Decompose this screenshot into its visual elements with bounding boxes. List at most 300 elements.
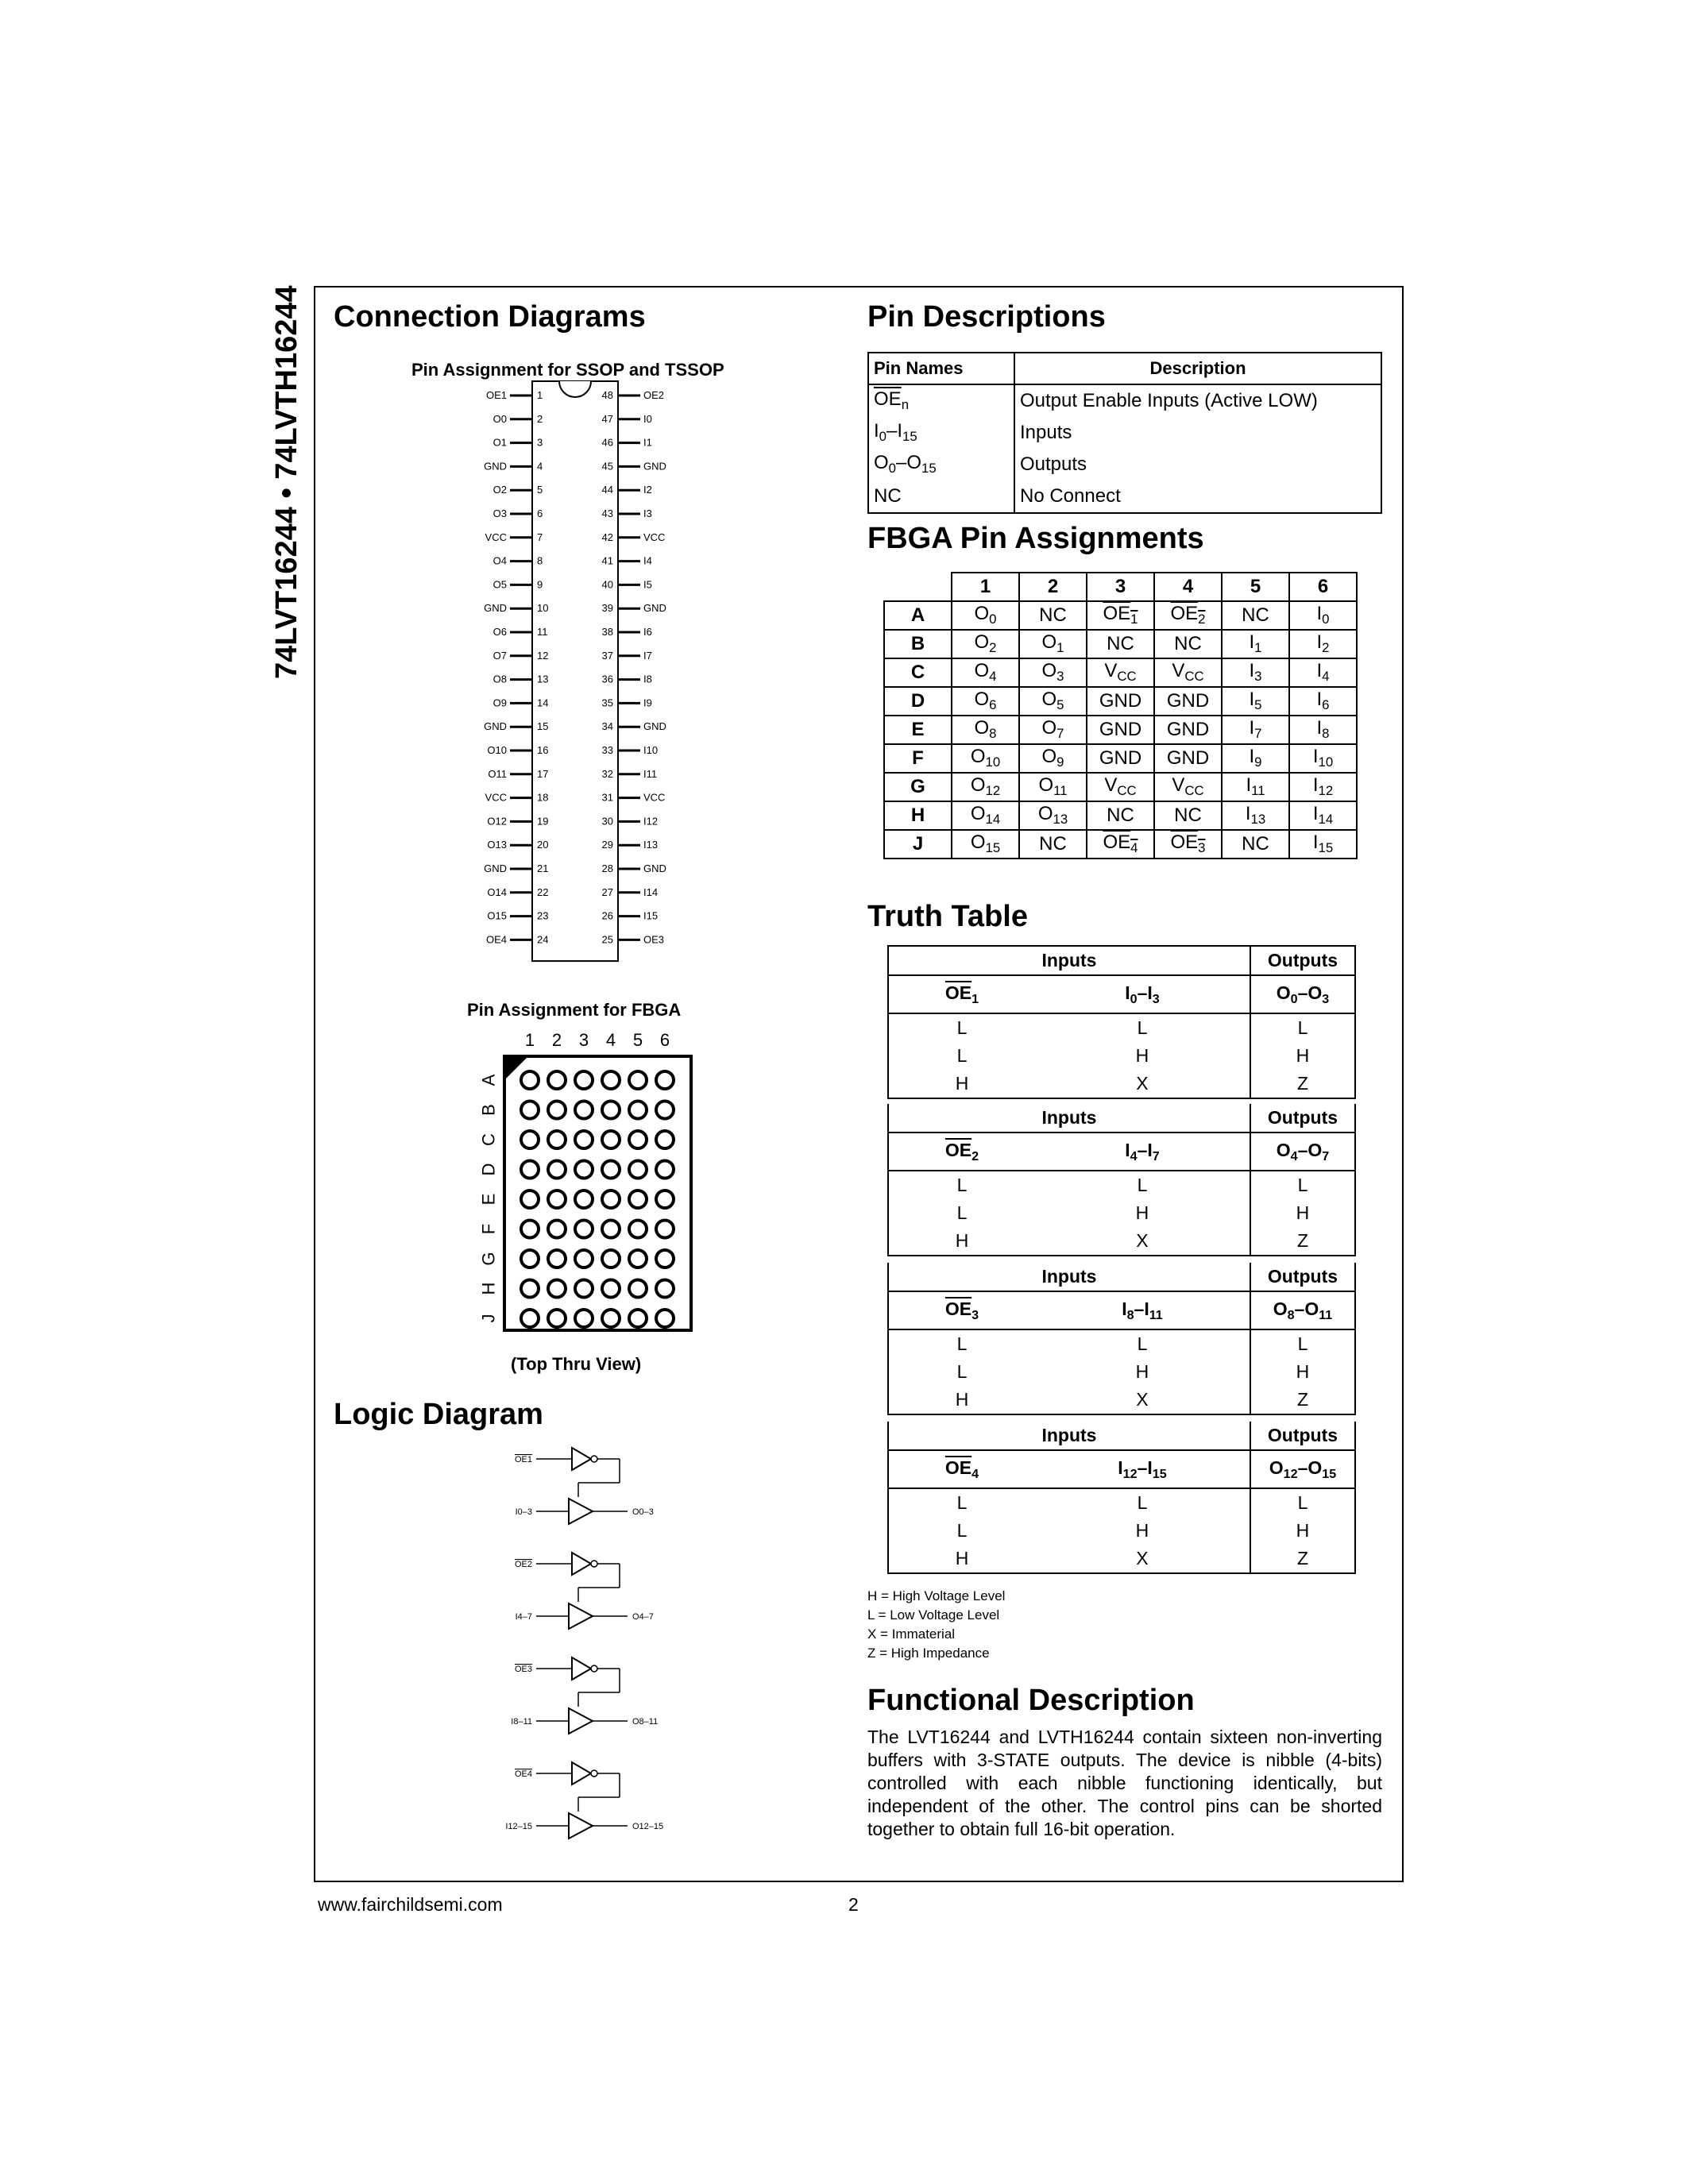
pin-number: 28 xyxy=(601,862,613,874)
solder-ball xyxy=(656,1102,674,1119)
output-column-header: $O_4-O_7$ xyxy=(1250,1133,1355,1171)
table-cell: $V_{CC}$ xyxy=(1154,773,1222,801)
pin-label: I9 xyxy=(643,696,652,709)
side-title: 74LVT16244 • 74LVTH16244 xyxy=(270,285,303,679)
table-cell: GND xyxy=(1087,744,1154,773)
row-header: D xyxy=(884,687,952,716)
table-row xyxy=(888,1386,1355,1414)
logic-diagram xyxy=(492,1441,699,1854)
table-row xyxy=(868,449,1381,480)
solder-ball xyxy=(602,1071,620,1089)
table-cell: L xyxy=(1137,1017,1148,1038)
table-cell: X xyxy=(1035,1545,1250,1573)
table-cell: NC xyxy=(1222,601,1289,630)
connection-diagrams-heading: Connection Diagrams xyxy=(334,300,646,334)
pin-number: 46 xyxy=(601,436,613,449)
output-column-header: $O_{12}-O_{15}$ xyxy=(1250,1450,1355,1488)
solder-ball xyxy=(548,1280,566,1298)
table-cell: H xyxy=(888,1545,1035,1573)
pin-name: $\overline{OE}_n$ xyxy=(868,384,1014,417)
truth-table xyxy=(887,1422,1356,1574)
pin-label: O11 xyxy=(488,767,507,780)
footer-url: www.fairchildsemi.com xyxy=(318,1894,503,1915)
inputs-header: Inputs xyxy=(888,1263,1250,1291)
buffer-symbol xyxy=(569,1603,593,1629)
solder-ball xyxy=(575,1131,593,1148)
pin-label: O3 xyxy=(492,507,507,519)
pin-descriptions-heading: Pin Descriptions xyxy=(867,300,1106,334)
output-column-header: $O_8-O_{11}$ xyxy=(1250,1291,1355,1329)
pin-description: Inputs xyxy=(1020,422,1072,443)
inverter-symbol xyxy=(572,1448,591,1470)
table-cell: $I_7$ xyxy=(1222,716,1289,744)
solder-ball xyxy=(629,1250,647,1268)
row-label: G xyxy=(478,1252,499,1266)
table-cell: $OE_4$ xyxy=(1087,830,1154,859)
pin-label: I8 xyxy=(643,673,652,685)
row-label: D xyxy=(478,1163,499,1176)
table-cell: GND xyxy=(1154,744,1222,773)
pin-name: NC xyxy=(868,480,1014,513)
solder-ball xyxy=(575,1250,593,1268)
table-cell: L xyxy=(1250,1013,1355,1042)
pin-number: 39 xyxy=(601,602,613,615)
pin-label: O15 xyxy=(487,909,507,922)
table-row xyxy=(888,1042,1355,1070)
table-cell: Z xyxy=(1250,1070,1355,1098)
table-row xyxy=(868,384,1381,417)
pin-name: $I_0-I_{15}$ xyxy=(868,417,1014,449)
table-cell: L xyxy=(1137,1333,1148,1354)
table-row xyxy=(888,1329,1355,1358)
table-row xyxy=(884,744,1357,773)
row-header: H xyxy=(884,801,952,830)
pin-number: 4 xyxy=(537,460,543,473)
pin-label: GND xyxy=(484,602,507,615)
pin-label: I11 xyxy=(643,767,658,780)
top-thru-view-label: (Top Thru View) xyxy=(511,1354,642,1374)
pin-number: 8 xyxy=(537,554,543,567)
table-row xyxy=(868,480,1381,513)
pin-label: O5 xyxy=(492,578,507,591)
pin-description: No Connect xyxy=(1020,485,1121,507)
table-cell: $O_5$ xyxy=(1019,687,1087,716)
table-cell: $O_6$ xyxy=(952,687,1019,716)
pin-number: 2 xyxy=(537,412,543,425)
pin-label: OE3 xyxy=(643,933,665,946)
column-header: 4 xyxy=(1154,573,1222,601)
outputs-header: Outputs xyxy=(1250,1422,1355,1450)
pin-number: 37 xyxy=(601,649,613,662)
input-label: I8–11 xyxy=(511,1717,532,1727)
pin-number: 3 xyxy=(537,436,543,449)
table-cell: NC xyxy=(1154,630,1222,658)
pin-number: 12 xyxy=(537,649,549,662)
row-label: A xyxy=(478,1074,499,1086)
table-row xyxy=(884,773,1357,801)
pin-number: 11 xyxy=(537,626,548,638)
row-label: F xyxy=(478,1223,499,1235)
pin-label: I12 xyxy=(643,815,659,828)
pin-label: VCC xyxy=(643,531,666,543)
table-cell: Z xyxy=(1250,1227,1355,1256)
pin-label: GND xyxy=(484,460,507,473)
input-column-header: $I_0-I_3$ xyxy=(1035,975,1250,1013)
oe-label: OE3 xyxy=(514,1665,532,1674)
pin-number: 45 xyxy=(601,460,613,473)
table-cell: $O_{15}$ xyxy=(952,830,1019,859)
table-row xyxy=(888,1517,1355,1545)
table-row xyxy=(868,353,1381,384)
column-label: 4 xyxy=(605,1030,616,1050)
output-column-header: $O_0-O_3$ xyxy=(1250,975,1355,1013)
pin-number: 38 xyxy=(601,626,613,638)
fbga-ball-diagram xyxy=(465,1028,711,1346)
solder-ball xyxy=(575,1102,593,1119)
truth-legend xyxy=(867,1587,1005,1663)
pin-description: Outputs xyxy=(1020,453,1087,475)
table-cell: $O_4$ xyxy=(952,658,1019,687)
inversion-bubble xyxy=(591,1456,597,1462)
truth-table xyxy=(887,1263,1356,1415)
table-cell: $OE_1$ xyxy=(1087,601,1154,630)
input-label: I4–7 xyxy=(515,1612,532,1622)
table-row xyxy=(884,687,1357,716)
table-row xyxy=(868,417,1381,449)
solder-ball xyxy=(521,1280,539,1298)
table-cell: $O_{13}$ xyxy=(1019,801,1087,830)
pin-number: 13 xyxy=(537,673,549,685)
solder-ball xyxy=(521,1221,539,1238)
table-cell: NC xyxy=(1019,601,1087,630)
pin-label: VCC xyxy=(485,791,507,804)
solder-ball xyxy=(629,1071,647,1089)
table-cell: $I_{14}$ xyxy=(1289,801,1357,830)
pin-label: GND xyxy=(643,602,666,615)
table-cell: $I_0$ xyxy=(1289,601,1357,630)
outputs-header: Outputs xyxy=(1250,946,1355,975)
table-cell: $O_{11}$ xyxy=(1019,773,1087,801)
table-cell: $I_3$ xyxy=(1222,658,1289,687)
table-cell: H xyxy=(1250,1042,1355,1070)
table-cell: NC xyxy=(1087,801,1154,830)
pin-descriptions-table xyxy=(867,352,1382,514)
description-header: Description xyxy=(1014,353,1381,384)
table-cell: L xyxy=(956,1175,968,1195)
column-header: 1 xyxy=(952,573,1019,601)
functional-description-heading: Functional Description xyxy=(867,1684,1195,1717)
table-cell: $O_1$ xyxy=(1019,630,1087,658)
table-cell: L xyxy=(1250,1171,1355,1199)
pin-label: O8 xyxy=(492,673,507,685)
table-cell: $V_{CC}$ xyxy=(1087,658,1154,687)
output-label: O0–3 xyxy=(632,1507,654,1517)
table-cell: $I_{10}$ xyxy=(1289,744,1357,773)
output-label: O12–15 xyxy=(632,1822,664,1831)
table-cell: $I_4$ xyxy=(1289,658,1357,687)
solder-ball xyxy=(656,1161,674,1179)
pin-label: I4 xyxy=(643,554,652,567)
pin-label: I10 xyxy=(643,744,659,756)
table-row xyxy=(888,1545,1355,1573)
pin-number: 33 xyxy=(601,744,613,756)
pin-number: 9 xyxy=(537,578,543,591)
pin-number: 19 xyxy=(537,815,549,828)
pin-label: O1 xyxy=(492,436,507,449)
table-cell: GND xyxy=(1087,716,1154,744)
solder-ball xyxy=(602,1310,620,1327)
solder-ball xyxy=(521,1310,539,1327)
table-cell: H xyxy=(888,1386,1035,1414)
table-cell: X xyxy=(1035,1386,1250,1414)
output-label: O8–11 xyxy=(632,1717,659,1727)
table-cell: $I_1$ xyxy=(1222,630,1289,658)
table-cell: L xyxy=(956,1361,968,1382)
truth-table-heading: Truth Table xyxy=(867,900,1028,933)
pin-number: 48 xyxy=(601,389,613,401)
solder-ball xyxy=(548,1190,566,1208)
table-row xyxy=(888,1133,1355,1171)
table-cell: NC xyxy=(1222,830,1289,859)
solder-ball xyxy=(575,1280,593,1298)
solder-ball xyxy=(548,1071,566,1089)
table-cell: $I_2$ xyxy=(1289,630,1357,658)
table-cell: $I_8$ xyxy=(1289,716,1357,744)
solder-ball xyxy=(656,1071,674,1089)
pin-label: OE1 xyxy=(485,389,507,401)
table-cell: $O_8$ xyxy=(952,716,1019,744)
solder-ball xyxy=(521,1071,539,1089)
table-cell: Z xyxy=(1250,1386,1355,1414)
buffer-symbol xyxy=(569,1813,593,1839)
column-header: 5 xyxy=(1222,573,1289,601)
pin-number: 1 xyxy=(537,389,543,401)
table-cell: $I_6$ xyxy=(1289,687,1357,716)
table-cell: H xyxy=(1135,1361,1149,1382)
pin-number: 22 xyxy=(537,886,549,898)
solder-ball xyxy=(656,1250,674,1268)
table-row xyxy=(888,946,1355,975)
table-cell: L xyxy=(956,1045,968,1066)
table-cell: L xyxy=(956,1017,968,1038)
oe-column-header: $\overline{OE}_1$ xyxy=(888,975,1035,1013)
table-cell: L xyxy=(1250,1488,1355,1517)
table-cell: X xyxy=(1035,1070,1250,1098)
table-row xyxy=(884,573,1357,601)
input-column-header: $I_8-I_{11}$ xyxy=(1035,1291,1250,1329)
table-cell: H xyxy=(1135,1045,1149,1066)
pin-number: 7 xyxy=(537,531,543,543)
row-header: J xyxy=(884,830,952,859)
column-header: 6 xyxy=(1289,573,1357,601)
inverter-symbol xyxy=(572,1553,591,1575)
table-row xyxy=(888,1171,1355,1199)
solder-ball xyxy=(629,1310,647,1327)
solder-ball xyxy=(656,1190,674,1208)
pin-number: 17 xyxy=(537,767,549,780)
solder-ball xyxy=(602,1221,620,1238)
table-cell: $V_{CC}$ xyxy=(1087,773,1154,801)
table-row xyxy=(884,658,1357,687)
column-label: 5 xyxy=(632,1030,643,1050)
row-label: B xyxy=(478,1104,499,1116)
table-cell: $OE_3$ xyxy=(1154,830,1222,859)
row-header: F xyxy=(884,744,952,773)
table-cell: GND xyxy=(1154,687,1222,716)
table-row xyxy=(884,630,1357,658)
outputs-header: Outputs xyxy=(1250,1104,1355,1133)
oe-column-header: $\overline{OE}_3$ xyxy=(888,1291,1035,1329)
table-row xyxy=(888,1263,1355,1291)
solder-ball xyxy=(575,1310,593,1327)
column-header: 2 xyxy=(1019,573,1087,601)
pin-number: 36 xyxy=(601,673,613,685)
solder-ball xyxy=(521,1161,539,1179)
table-row xyxy=(888,1450,1355,1488)
pin-label: OE4 xyxy=(485,933,507,946)
table-cell: $V_{CC}$ xyxy=(1154,658,1222,687)
pin-number: 32 xyxy=(601,767,613,780)
row-header: B xyxy=(884,630,952,658)
solder-ball xyxy=(629,1221,647,1238)
table-row xyxy=(888,975,1355,1013)
solder-ball xyxy=(602,1102,620,1119)
pin-names-header: Pin Names xyxy=(868,353,1014,384)
truth-table xyxy=(887,945,1356,1099)
pin-label: VCC xyxy=(643,791,666,804)
table-cell: L xyxy=(1137,1492,1148,1513)
table-cell: H xyxy=(888,1227,1035,1256)
page-number: 2 xyxy=(848,1894,859,1915)
solder-ball xyxy=(656,1221,674,1238)
pin-number: 44 xyxy=(601,484,613,496)
legend-item: H = High Voltage Level xyxy=(867,1588,1006,1603)
oe-label: OE2 xyxy=(514,1560,532,1569)
table-row xyxy=(884,601,1357,630)
pin-label: GND xyxy=(643,862,666,874)
logic-diagram-heading: Logic Diagram xyxy=(334,1398,543,1431)
table-cell: Z xyxy=(1250,1545,1355,1573)
input-column-header: $I_{12}-I_{15}$ xyxy=(1035,1450,1250,1488)
pin-number: 35 xyxy=(601,696,613,709)
solder-ball xyxy=(548,1161,566,1179)
table-cell: $O_2$ xyxy=(952,630,1019,658)
inputs-header: Inputs xyxy=(888,1422,1250,1450)
notch xyxy=(559,381,591,397)
table-row xyxy=(884,830,1357,859)
row-header: E xyxy=(884,716,952,744)
legend-item: X = Immaterial xyxy=(867,1626,956,1642)
pin-label: I13 xyxy=(643,839,659,851)
pin-number: 24 xyxy=(537,933,549,946)
pin-label: O12 xyxy=(487,815,507,828)
table-cell: H xyxy=(888,1070,1035,1098)
table-cell: $O_{10}$ xyxy=(952,744,1019,773)
inversion-bubble xyxy=(591,1561,597,1567)
table-cell: $OE_2$ xyxy=(1154,601,1222,630)
pin-number: 31 xyxy=(601,791,613,804)
pin-label: GND xyxy=(643,460,666,473)
pin-label: GND xyxy=(643,720,666,733)
table-cell: H xyxy=(1135,1520,1149,1541)
pin-number: 18 xyxy=(537,791,549,804)
fbga-pin-assignments-table xyxy=(883,572,1358,859)
solder-ball xyxy=(629,1190,647,1208)
table-cell: $I_{15}$ xyxy=(1289,830,1357,859)
pin-number: 34 xyxy=(601,720,613,733)
table-cell: H xyxy=(1250,1517,1355,1545)
table-cell: $O_{12}$ xyxy=(952,773,1019,801)
table-cell: $O_7$ xyxy=(1019,716,1087,744)
pin-label: OE2 xyxy=(643,389,665,401)
oe-column-header: $\overline{OE}_4$ xyxy=(888,1450,1035,1488)
pin-label: I14 xyxy=(643,886,659,898)
inversion-bubble xyxy=(591,1770,597,1777)
pin-number: 42 xyxy=(601,531,613,543)
solder-ball xyxy=(629,1102,647,1119)
table-cell: L xyxy=(956,1202,968,1223)
oe-label: OE4 xyxy=(514,1769,532,1779)
table-cell: H xyxy=(1250,1199,1355,1227)
inputs-header: Inputs xyxy=(888,946,1250,975)
pin-label: O13 xyxy=(487,839,507,851)
table-row xyxy=(888,1291,1355,1329)
pin-label: I15 xyxy=(643,909,659,922)
solder-ball xyxy=(629,1131,647,1148)
solder-ball xyxy=(629,1161,647,1179)
pin-number: 23 xyxy=(537,909,549,922)
pin-number: 29 xyxy=(601,839,613,851)
table-cell: L xyxy=(1137,1175,1148,1195)
pin-number: 27 xyxy=(601,886,613,898)
solder-ball xyxy=(521,1131,539,1148)
table-row xyxy=(888,1422,1355,1450)
corner-cell xyxy=(884,573,952,601)
table-row xyxy=(888,1013,1355,1042)
pin-number: 41 xyxy=(601,554,613,567)
row-header: G xyxy=(884,773,952,801)
table-cell: $I_{12}$ xyxy=(1289,773,1357,801)
solder-ball xyxy=(548,1310,566,1327)
solder-ball xyxy=(521,1102,539,1119)
fbga-package-outline xyxy=(504,1056,691,1330)
solder-ball xyxy=(575,1161,593,1179)
buffer-symbol xyxy=(569,1499,593,1524)
table-row xyxy=(888,1199,1355,1227)
column-label: 2 xyxy=(551,1030,562,1050)
table-row xyxy=(888,1358,1355,1386)
pin-label: O0 xyxy=(492,412,507,425)
legend-item: L = Low Voltage Level xyxy=(867,1607,1000,1623)
truth-table xyxy=(887,1104,1356,1256)
table-cell: $I_{13}$ xyxy=(1222,801,1289,830)
inputs-header: Inputs xyxy=(888,1104,1250,1133)
outputs-header: Outputs xyxy=(1250,1263,1355,1291)
column-header: 3 xyxy=(1087,573,1154,601)
pin-label: O14 xyxy=(487,886,507,898)
table-row xyxy=(888,1104,1355,1133)
pin-number: 14 xyxy=(537,696,549,709)
pin-name: $O_0-O_{15}$ xyxy=(868,449,1014,480)
solder-ball xyxy=(548,1131,566,1148)
table-cell: L xyxy=(956,1520,968,1541)
solder-ball xyxy=(656,1280,674,1298)
table-cell: $O_9$ xyxy=(1019,744,1087,773)
pin-label: O9 xyxy=(492,696,507,709)
row-header: C xyxy=(884,658,952,687)
pin-number: 25 xyxy=(601,933,613,946)
table-row xyxy=(888,1227,1355,1256)
